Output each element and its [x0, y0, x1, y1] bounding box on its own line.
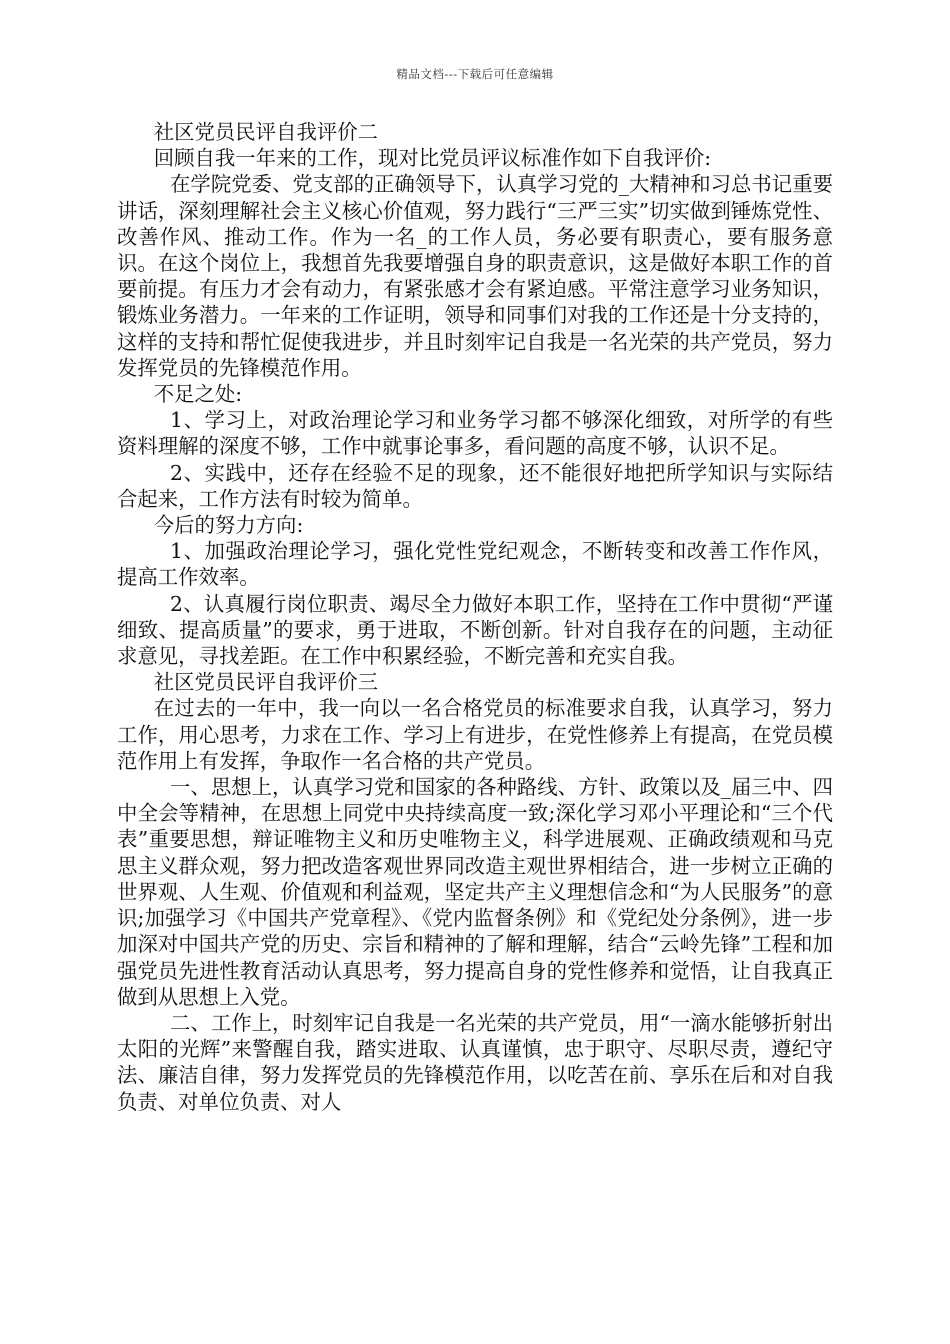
header-note: 精品文档---下载后可任意编辑 — [396, 67, 554, 81]
paragraph: 在学院党委、党支部的正确领导下，认真学习党的_大精神和习总书记重要讲话，深刻理解社会主义核心价值观，努力践行“三严三实”切实做到锤炼党性、改善作风、推动工作。作为一名_的工作人员，务必要有职责心，要有服务意识。在这个岗位上，我想首先我要增强自身的职责意识，这是做好本职工作的首要前提。有压力才会有动力，有紧张感才会有紧迫感。平常注意学习业务知识，锻炼业务潜力。一年来的工作证明，领导和同事们对我的工作还是十分支持的，这样的支持和帮忙促使我进步，并且时刻牢记自我是一名光荣的共产党员，努力发挥党员的先锋模范作用。 — [117, 172, 833, 380]
paragraph: 2、认真履行岗位职责、竭尽全力做好本职工作，坚持在工作中贯彻“严谨细致、提高质量”的要求，勇于进取，不断创新。针对自我存在的问题，主动征求意见，寻找差距。在工作中积累经验，不断完善和充实自我。 — [117, 591, 833, 669]
paragraph: 2、实践中，还存在经验不足的现象，还不能很好地把所学知识与实际结合起来，工作方法有时较为简单。 — [117, 460, 833, 511]
document-body — [117, 119, 833, 1115]
paragraph: 在过去的一年中，我一向以一名合格党员的标准要求自我，认真学习，努力工作，用心思考，力求在工作、学习上有进步，在党性修养上有提高，在党员模范作用上有发挥，争取作一名合格的共产党员。 — [117, 696, 833, 773]
paragraph: 1、学习上，对政治理论学习和业务学习都不够深化细致，对所学的有些资料理解的深度不够，工作中就事论事多，看问题的高度不够，认识不足。 — [117, 408, 833, 459]
paragraph: 不足之处: — [153, 382, 243, 407]
paragraph: 二、工作上，时刻牢记自我是一名光荣的共产党员，用“一滴水能够折射出太阳的光辉”来警醒自我，踏实进取、认真谨慎，忠于职守、尽职尽责，遵纪守法、廉洁自律，努力发挥党员的先锋模范作用，以吃苦在前、享乐在后和对自我负责、对单位负责、对人 — [117, 1010, 833, 1114]
paragraph: 回顾自我一年来的工作，现对比党员评议标准作如下自我评价: — [153, 146, 712, 171]
paragraph: 社区党员民评自我评价三 — [153, 670, 379, 695]
paragraph: 一、思想上，认真学习党和国家的各种路线、方针、政策以及_届三中、四中全会等精神，在思想上同党中央持续高度一致;深化学习邓小平理论和“三个代表”重要思想，辩证唯物主义和历史唯物主义，科学进展观、正确政绩观和马克思主义群众观，努力把改造客观世界同改造主观世界相结合，进一步树立正确的世界观、人生观、价值观和利益观，坚定共产主义理想信念和“为人民服务”的意识;加强学习《中国共产党章程》、《党内监督条例》和《党纪处分条例》，进一步加深对中国共产党的历史、宗旨和精神的了解和理解，结合“云岭先锋”工程和加强党员先进性教育活动认真思考，努力提高自身的党性修养和觉悟，让自我真正做到从思想上入党。 — [117, 775, 833, 1009]
paragraph: 1、加强政治理论学习，强化党性党纪观念，不断转变和改善工作作风，提高工作效率。 — [117, 539, 833, 590]
paragraph: 今后的努力方向: — [153, 513, 304, 538]
paragraph: 社区党员民评自我评价二 — [153, 120, 379, 144]
